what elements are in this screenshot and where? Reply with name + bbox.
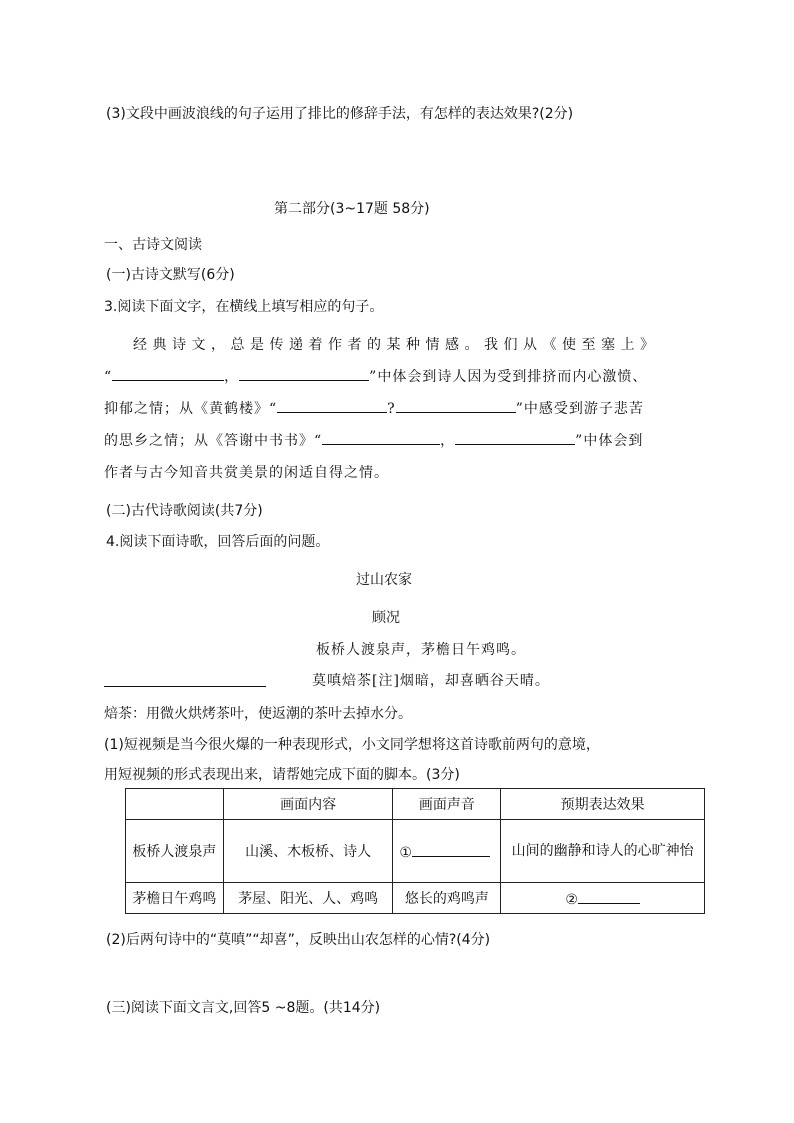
section-heading-classical: 一、古诗文阅读: [104, 237, 202, 253]
cell-content: 茅屋、阳光、人、鸡鸣: [223, 883, 393, 914]
cell-sound: 悠长的鸡鸣声: [393, 883, 501, 914]
header-cell-sound: 画面声音: [393, 789, 501, 820]
passage-line-2: [104, 366, 647, 386]
answer-blank-1[interactable]: [412, 842, 490, 857]
blank-3[interactable]: [277, 398, 387, 413]
table-row: [126, 820, 705, 883]
poem-author: 顾况: [372, 610, 400, 626]
blank-5[interactable]: [322, 430, 440, 445]
subsection-classical-prose: (三)阅读下面文言文,回答5 ~8题。(共14分): [106, 1000, 381, 1016]
question-3-sub3: (3)文段中画波浪线的句子运用了排比的修辞手法，有怎样的表达效果?(2分): [106, 106, 574, 122]
header-cell-effect: 预期表达效果: [501, 789, 705, 820]
subsection-poetry: (二)古代诗歌阅读(共7分): [106, 503, 263, 519]
poem-line-2: 莫嗔焙茶[注]烟暗，却喜晒谷天晴。: [312, 673, 550, 689]
table-row: [126, 883, 705, 914]
cell-poem-line: 板桥人渡泉声: [126, 820, 224, 883]
passage-line-4-rest: ”中体会到: [575, 433, 644, 449]
comma: ，: [440, 433, 456, 449]
question-3: 3.阅读下面文字，在横线上填写相应的句子。: [104, 299, 384, 315]
question-4-2: (2)后两句诗中的“莫嗔”“却喜”，反映出山农怎样的心情?(4分): [106, 932, 491, 948]
blank-2[interactable]: [239, 366, 369, 381]
blank-1[interactable]: [112, 366, 224, 381]
passage-line-3: [104, 398, 644, 418]
blank-6[interactable]: [455, 430, 575, 445]
annotation-note: 焙茶：用微火烘烤茶叶，使返潮的茶叶去掉水分。: [104, 706, 412, 722]
header-cell-content: 画面内容: [223, 789, 393, 820]
passage-line-1: 经典诗文，总是传递着作者的某种情感。我们从《使至塞上》: [133, 337, 660, 353]
cell-poem-line: 茅檐日午鸡鸣: [126, 883, 224, 914]
circled-number-1: ①: [399, 844, 412, 861]
question-4: 4.阅读下面诗歌，回答后面的问题。: [106, 534, 330, 550]
table-header-row: [126, 789, 705, 820]
poem-line-1: 板桥人渡泉声，茅檐日午鸡鸣。: [316, 642, 526, 658]
cell-sound: [393, 820, 501, 883]
open-quote: “: [104, 369, 113, 385]
divider-line: [104, 686, 266, 687]
blank-4[interactable]: [396, 398, 516, 413]
poem-title: 过山农家: [356, 572, 412, 588]
question-4-1-line-2: 用短视频的形式表现出来，请帮她完成下面的脚本。(3分): [104, 767, 460, 783]
header-cell-empty: [126, 789, 224, 820]
passage-line-5: 作者与古今知音共赏美景的闲适自得之情。: [104, 465, 389, 481]
cell-effect: [501, 883, 705, 914]
script-table: [125, 788, 705, 914]
passage-line-3-start: 抑郁之情；从《黄鹤楼》“: [104, 401, 278, 417]
answer-blank-2[interactable]: [578, 889, 640, 904]
passage-line-2-rest: ”中体会到诗人因为受到排挤而内心激愤、: [369, 369, 648, 385]
passage-line-4-start: 的思乡之情；从《答谢中书书》“: [104, 433, 323, 449]
cell-effect: 山间的幽静和诗人的心旷神怡: [501, 820, 705, 883]
passage-line-4: [104, 430, 643, 450]
question-4-1-line-1: (1)短视频是当今很火爆的一种表现形式，小文同学想将这首诗歌前两句的意境，: [104, 737, 600, 753]
part2-title: 第二部分(3~17题 58分): [274, 201, 430, 217]
comma: ，: [224, 369, 240, 385]
circled-number-2: ②: [565, 891, 578, 908]
cell-content: 山溪、木板桥、诗人: [223, 820, 393, 883]
passage-line-3-rest: ”中感受到游子悲苦: [515, 401, 644, 417]
subsection-dictation: (一)古诗文默写(6分): [106, 267, 235, 283]
question-mark: ?: [387, 401, 396, 417]
